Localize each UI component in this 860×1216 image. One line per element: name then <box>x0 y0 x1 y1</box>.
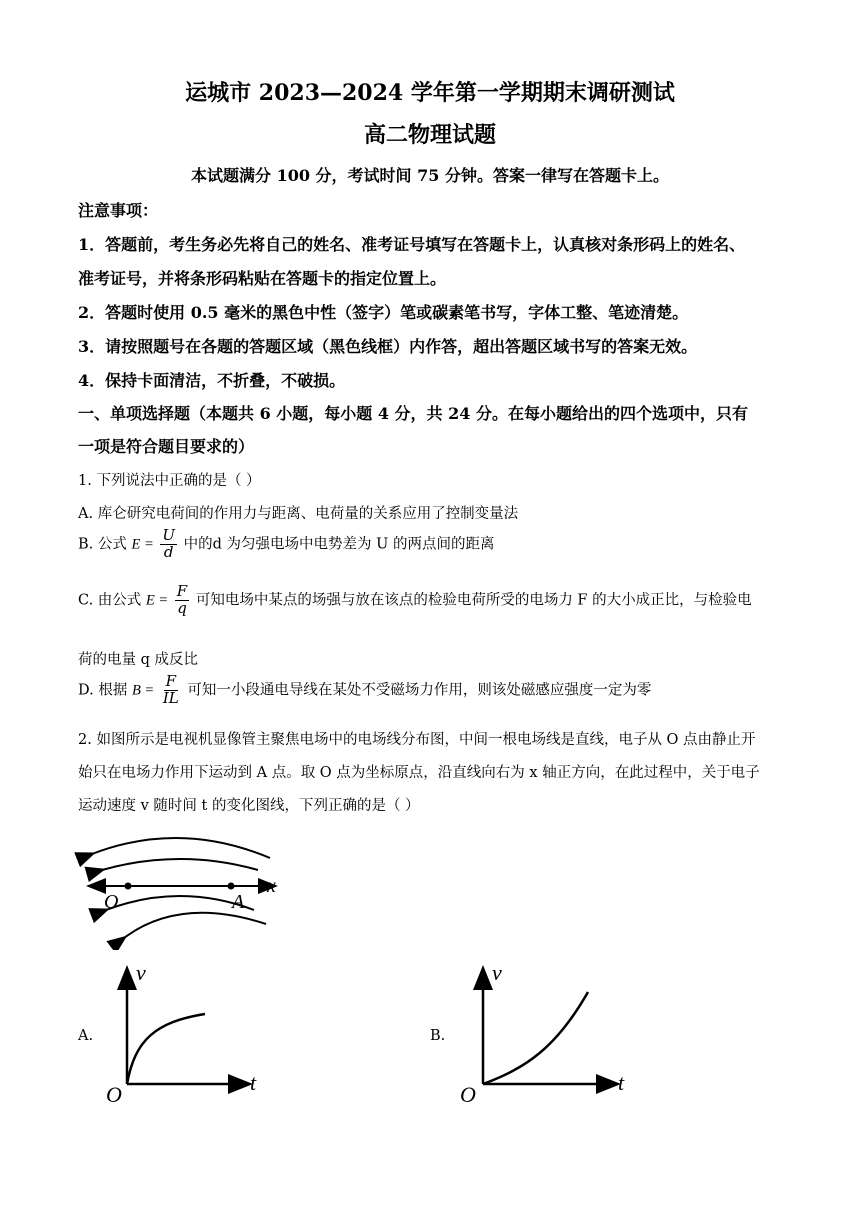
notice-heading: 注意事项： <box>78 201 159 220</box>
point-o <box>125 883 132 890</box>
q1-option-c <box>78 584 752 617</box>
option-a-t-label: t <box>250 1070 257 1095</box>
q1-stem: 1. 下列说法中正确的是（ ） <box>78 473 261 489</box>
option-a-origin: O <box>106 1082 122 1107</box>
field-line-top-outer <box>92 838 270 858</box>
q1-d-fraction <box>161 674 181 707</box>
option-b-t-label: t <box>618 1070 625 1095</box>
q1-b-lhs: E = <box>131 536 154 553</box>
q1-c-numerator: F <box>176 582 188 600</box>
field-lines-figure <box>70 830 300 950</box>
option-b-graph <box>456 960 636 1110</box>
q1-c-text: 可知电场中某点的场强与放在该点的检验电荷所受的电场力 F 的大小成正比，与检验电 <box>195 592 752 609</box>
exam-title: 运城市 2023—2024 学年第一学期期末调研测试 <box>185 80 675 106</box>
field-line-bottom-outer <box>124 913 266 938</box>
notice-item-4: 4．保持卡面清洁，不折叠，不破损。 <box>78 371 346 390</box>
q1-option-d <box>78 674 651 707</box>
label-x: x <box>267 875 276 897</box>
q1-c-prefix: C. 由公式 <box>78 592 142 609</box>
q1-d-text: 可知一小段通电导线在某处不受磁场力作用，则该处磁感应强度一定为零 <box>187 682 652 699</box>
q1-d-denominator: IL <box>162 688 179 707</box>
q2-stem-line3: 运动速度 v 随时间 t 的变化图线，下列正确的是（ ） <box>78 798 420 814</box>
q1-b-numerator: U <box>162 526 176 544</box>
q2-option-a-label: A. <box>78 1028 94 1044</box>
q1-option-a: A. 库仑研究电荷间的作用力与距离、电荷量的关系应用了控制变量法 <box>78 506 519 522</box>
exam-subtitle: 高二物理试题 <box>363 122 496 148</box>
q1-d-lhs: B = <box>131 682 155 699</box>
label-a: A <box>232 891 245 913</box>
point-a <box>228 883 235 890</box>
notice-item-2: 2．答题时使用 0.5 毫米的黑色中性（签字）笔或碳素笔书写，字体工整、笔迹清楚。 <box>78 303 689 322</box>
notice-item-1b: 准考证号，并将条形码粘贴在答题卡的指定位置上。 <box>78 269 447 288</box>
section-heading-line1: 一、单项选择题（本题共 6 小题，每小题 4 分，共 24 分。在每小题给出的四个选项中，只有 <box>78 404 748 423</box>
q1-c-fraction <box>175 584 189 617</box>
option-b-origin: O <box>460 1082 476 1107</box>
q2-stem-line1: 2. 如图所示是电视机显像管主聚焦电场中的电场线分布图，中间一根电场线是直线，电子从 O 点由静止开 <box>78 732 756 748</box>
q1-b-denominator: d <box>163 542 174 561</box>
q1-d-numerator: F <box>165 672 176 690</box>
notice-item-1a: 1．答题前，考生务必先将自己的姓名、准考证号填写在答题卡上，认真核对条形码上的姓名、 <box>78 235 746 254</box>
q1-b-fraction <box>160 528 177 561</box>
field-line-top-inner <box>102 859 258 870</box>
section-heading-line2: 一项是符合题目要求的） <box>78 437 255 456</box>
q1-c-denominator: q <box>177 598 187 617</box>
q1-d-prefix: D. 根据 <box>78 682 128 699</box>
q1-option-c-cont: 荷的电量 q 成反比 <box>78 652 198 668</box>
q2-stem-line2: 始只在电场力作用下运动到 A 点。取 O 点为坐标原点，沿直线向右为 x 轴正方向，在此过程中，关于电子 <box>78 765 760 781</box>
q1-b-prefix: B. 公式 <box>78 536 127 553</box>
label-o: O <box>104 891 119 913</box>
option-a-graph <box>100 960 270 1110</box>
notice-item-3: 3．请按照题号在各题的答题区域（黑色线框）内作答，超出答题区域书写的答案无效。 <box>78 337 698 356</box>
q1-b-text: 中的d 为匀强电场中电势差为 U 的两点间的距离 <box>183 536 495 553</box>
q2-option-b-label: B. <box>430 1028 446 1044</box>
q1-c-lhs: E = <box>145 592 169 609</box>
option-b-curve <box>483 992 588 1084</box>
option-a-v-label: v <box>136 960 146 985</box>
option-a-curve <box>127 1014 205 1084</box>
exam-intro: 本试题满分 100 分，考试时间 75 分钟。答案一律写在答题卡上。 <box>191 166 669 185</box>
q1-option-b <box>78 528 494 561</box>
option-b-v-label: v <box>492 960 502 985</box>
